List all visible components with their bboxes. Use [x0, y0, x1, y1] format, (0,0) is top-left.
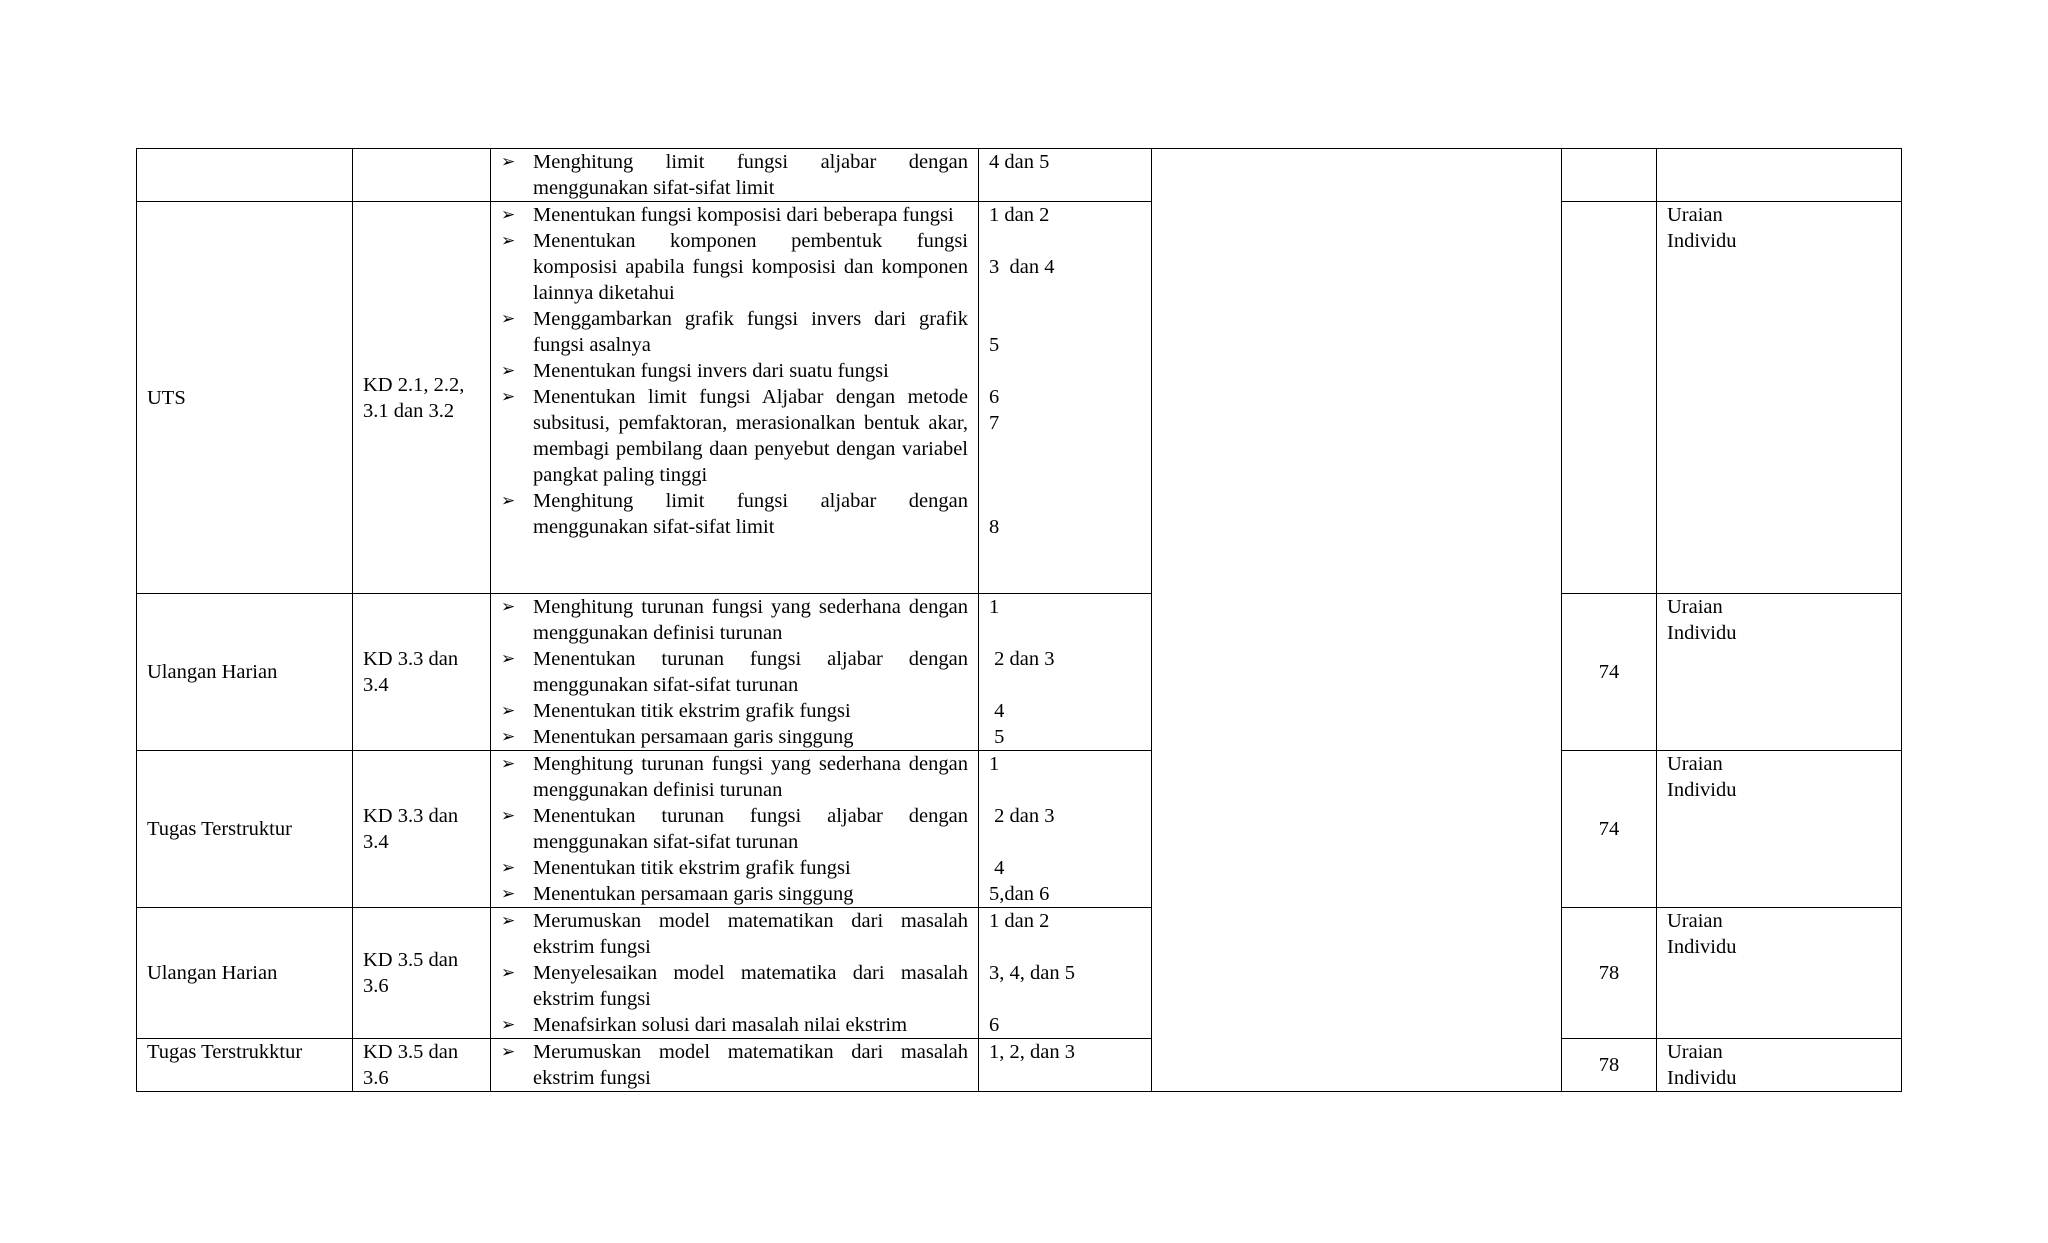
question-number: 6 — [989, 386, 1000, 408]
indicator-item — [501, 698, 968, 724]
indicator-item — [501, 306, 968, 358]
indicator-item — [501, 751, 968, 803]
arrow-bullet-icon: ➢ — [501, 1015, 516, 1035]
indicator-item — [501, 908, 968, 960]
arrow-bullet-icon: ➢ — [501, 884, 516, 904]
kd-cell: KD 3.3 dan 3.4 — [353, 751, 491, 908]
indicator-text: Menghitung turunan fungsi yang sederhana dengan menggunakan definisi turunan — [533, 753, 968, 801]
arrow-bullet-icon: ➢ — [501, 205, 516, 225]
table-row — [137, 908, 1902, 1039]
arrow-bullet-icon: ➢ — [501, 754, 516, 774]
form-label: Individu — [1667, 1067, 1737, 1089]
indicator-text: Merumuskan model matematikan dari masalah ekstrim fungsi — [533, 1041, 968, 1089]
indicator-cell — [491, 908, 979, 1039]
indicator-text: Menyelesaikan model matematika dari masalah ekstrim fungsi — [533, 962, 968, 1010]
indicator-item — [501, 803, 968, 855]
question-number: 1 — [989, 753, 1000, 775]
technique-cell — [1657, 594, 1902, 751]
kd-cell: KD 2.1, 2.2, 3.1 dan 3.2 — [353, 202, 491, 594]
kd-cell: KD 3.3 dan 3.4 — [353, 594, 491, 751]
indicator-item — [501, 724, 968, 750]
indicator-text: Menghitung limit fungsi aljabar dengan menggunakan sifat-sifat limit — [533, 151, 968, 199]
technique-label: Uraian — [1667, 1041, 1723, 1063]
indicator-item — [501, 855, 968, 881]
question-number: 1 — [989, 596, 1000, 618]
indicator-item — [501, 228, 968, 306]
technique-label: Uraian — [1667, 596, 1723, 618]
arrow-bullet-icon: ➢ — [501, 911, 516, 931]
assessment-cell: Ulangan Harian — [137, 594, 353, 751]
arrow-bullet-icon: ➢ — [501, 806, 516, 826]
indicator-item — [501, 881, 968, 907]
question-number: 6 — [989, 1014, 1000, 1036]
indicator-item — [501, 1039, 968, 1091]
assessment-table — [136, 148, 1902, 1092]
indicator-text: Menentukan persamaan garis singgung — [533, 726, 854, 748]
question-number-cell — [979, 202, 1152, 594]
table-row — [137, 751, 1902, 908]
score-cell: 74 — [1562, 594, 1657, 751]
question-number: 2 dan 3 — [989, 805, 1055, 827]
indicator-text: Menentukan komponen pembentuk fungsi komposisi apabila fungsi komposisi dan komponen lainnya diketahui — [533, 230, 968, 304]
indicator-item — [501, 594, 968, 646]
technique-label: Uraian — [1667, 753, 1723, 775]
question-number: 5 — [989, 726, 1005, 748]
table-row — [137, 594, 1902, 751]
question-number-cell — [979, 751, 1152, 908]
indicator-text: Menghitung turunan fungsi yang sederhana dengan menggunakan definisi turunan — [533, 596, 968, 644]
arrow-bullet-icon: ➢ — [501, 858, 516, 878]
indicator-text: Menentukan titik ekstrim grafik fungsi — [533, 857, 851, 879]
arrow-bullet-icon: ➢ — [501, 701, 516, 721]
indicator-text: Menentukan titik ekstrim grafik fungsi — [533, 700, 851, 722]
score-cell: 74 — [1562, 751, 1657, 908]
indicator-text: Merumuskan model matematikan dari masalah ekstrim fungsi — [533, 910, 968, 958]
indicator-text: Menghitung limit fungsi aljabar dengan menggunakan sifat-sifat limit — [533, 490, 968, 538]
form-label: Individu — [1667, 936, 1737, 958]
indicator-cell — [491, 149, 979, 202]
technique-cell — [1657, 1039, 1902, 1092]
score-cell — [1562, 149, 1657, 202]
indicator-text: Menentukan limit fungsi Aljabar dengan metode subsitusi, pemfaktoran, merasionalkan bentuk akar, membagi pembilang daan penyebut dengan variabel pangkat paling tinggi — [533, 386, 968, 486]
question-number: 3, 4, dan 5 — [989, 962, 1075, 984]
question-number: 1 dan 2 — [989, 910, 1050, 932]
arrow-bullet-icon: ➢ — [501, 152, 516, 172]
kd-cell: KD 3.5 dan 3.6 — [353, 908, 491, 1039]
indicator-item — [501, 646, 968, 698]
indicator-text: Menggambarkan grafik fungsi invers dari grafik fungsi asalnya — [533, 308, 968, 356]
indicator-item — [501, 202, 968, 228]
question-number-cell — [979, 149, 1152, 202]
question-number: 7 — [989, 412, 1000, 434]
arrow-bullet-icon: ➢ — [501, 727, 516, 747]
question-number: 4 — [989, 857, 1005, 879]
question-number: 3 dan 4 — [989, 256, 1055, 278]
assessment-cell: UTS — [137, 202, 353, 594]
table-row — [137, 149, 1902, 202]
arrow-bullet-icon: ➢ — [501, 231, 516, 251]
indicator-cell — [491, 751, 979, 908]
indicator-item — [501, 1012, 968, 1038]
question-number-cell — [979, 1039, 1152, 1092]
question-number: 8 — [989, 516, 1000, 538]
question-number: 1 dan 2 — [989, 204, 1050, 226]
question-number: 1, 2, dan 3 — [989, 1041, 1075, 1063]
assessment-cell — [137, 149, 353, 202]
question-number: 5,dan 6 — [989, 883, 1050, 905]
blank-merged-cell — [1152, 149, 1562, 1092]
score-cell: 78 — [1562, 1039, 1657, 1092]
indicator-item — [501, 358, 968, 384]
assessment-cell: Ulangan Harian — [137, 908, 353, 1039]
technique-cell — [1657, 908, 1902, 1039]
indicator-item — [501, 488, 968, 540]
indicator-text: Menentukan turunan fungsi aljabar dengan menggunakan sifat-sifat turunan — [533, 805, 968, 853]
arrow-bullet-icon: ➢ — [501, 963, 516, 983]
indicator-item — [501, 960, 968, 1012]
indicator-cell — [491, 594, 979, 751]
indicator-text: Menentukan fungsi invers dari suatu fungsi — [533, 360, 889, 382]
arrow-bullet-icon: ➢ — [501, 491, 516, 511]
question-number: 5 — [989, 334, 1000, 356]
kd-cell — [353, 149, 491, 202]
form-label: Individu — [1667, 230, 1737, 252]
technique-label: Uraian — [1667, 204, 1723, 226]
indicator-cell — [491, 202, 979, 594]
arrow-bullet-icon: ➢ — [501, 649, 516, 669]
arrow-bullet-icon: ➢ — [501, 387, 516, 407]
indicator-item — [501, 384, 968, 488]
score-cell — [1562, 202, 1657, 594]
question-number-cell — [979, 908, 1152, 1039]
question-number: 4 dan 5 — [989, 151, 1050, 173]
question-number: 2 dan 3 — [989, 648, 1055, 670]
indicator-text: Menentukan fungsi komposisi dari beberapa fungsi — [533, 204, 954, 226]
table-row — [137, 1039, 1902, 1092]
assessment-cell: Tugas Terstruktur — [137, 751, 353, 908]
question-number: 4 — [989, 700, 1005, 722]
arrow-bullet-icon: ➢ — [501, 361, 516, 381]
technique-label: Uraian — [1667, 910, 1723, 932]
technique-cell — [1657, 149, 1902, 202]
table-row — [137, 202, 1902, 594]
form-label: Individu — [1667, 622, 1737, 644]
form-label: Individu — [1667, 779, 1737, 801]
indicator-cell — [491, 1039, 979, 1092]
score-cell: 78 — [1562, 908, 1657, 1039]
indicator-item — [501, 149, 968, 201]
arrow-bullet-icon: ➢ — [501, 1042, 516, 1062]
kd-cell: KD 3.5 dan 3.6 — [353, 1039, 491, 1092]
technique-cell — [1657, 751, 1902, 908]
assessment-cell: Tugas Terstrukktur — [137, 1039, 353, 1092]
arrow-bullet-icon: ➢ — [501, 597, 516, 617]
technique-cell — [1657, 202, 1902, 594]
question-number-cell — [979, 594, 1152, 751]
arrow-bullet-icon: ➢ — [501, 309, 516, 329]
indicator-text: Menentukan persamaan garis singgung — [533, 883, 854, 905]
indicator-text: Menentukan turunan fungsi aljabar dengan menggunakan sifat-sifat turunan — [533, 648, 968, 696]
indicator-text: Menafsirkan solusi dari masalah nilai ekstrim — [533, 1014, 908, 1036]
